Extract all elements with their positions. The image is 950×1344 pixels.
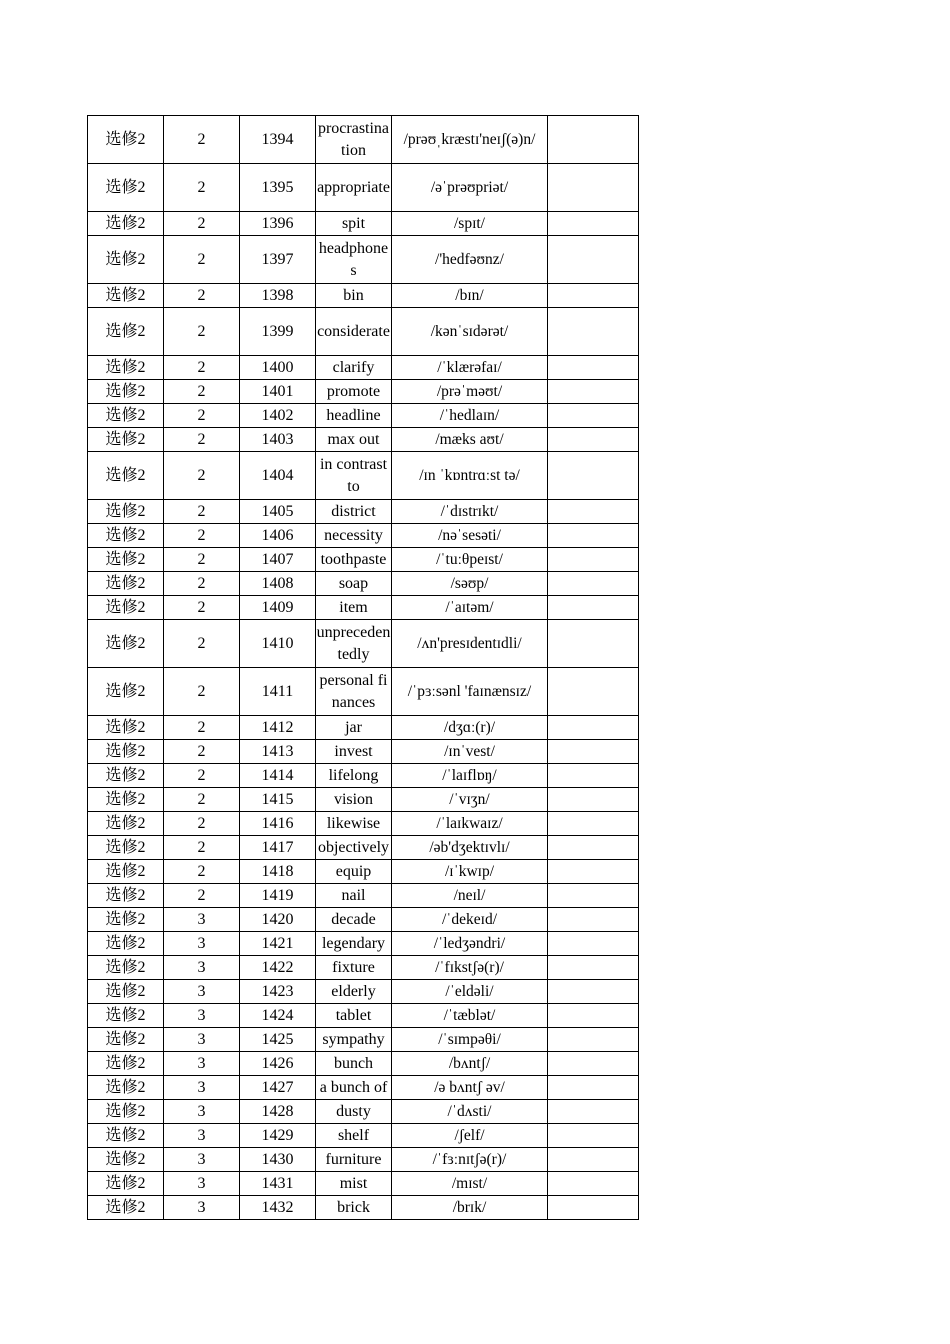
empty-cell (548, 1100, 639, 1124)
number-cell: 1407 (240, 548, 316, 572)
phonetic-cell: /nəˈsesəti/ (392, 524, 548, 548)
table-row (88, 524, 639, 548)
book-cell: 选修2 (88, 524, 164, 548)
number-cell: 1423 (240, 980, 316, 1004)
empty-cell (548, 980, 639, 1004)
phonetic-cell: /ˈtuːθpeɪst/ (392, 548, 548, 572)
phonetic-cell: /prəˈməʊt/ (392, 380, 548, 404)
empty-cell (548, 1052, 639, 1076)
phonetic-cell: /ˈvɪʒn/ (392, 788, 548, 812)
book-cell: 选修2 (88, 836, 164, 860)
phonetic-cell: /bɪn/ (392, 284, 548, 308)
unit-cell: 2 (164, 716, 240, 740)
empty-cell (548, 932, 639, 956)
book-cell: 选修2 (88, 1148, 164, 1172)
table-row (88, 452, 639, 500)
number-cell: 1420 (240, 908, 316, 932)
number-cell: 1422 (240, 956, 316, 980)
table-row (88, 356, 639, 380)
unit-cell: 2 (164, 884, 240, 908)
empty-cell (548, 740, 639, 764)
book-cell: 选修2 (88, 596, 164, 620)
phonetic-cell: /ˈsɪmpəθi/ (392, 1028, 548, 1052)
table-row (88, 428, 639, 452)
word-cell: clarify (316, 356, 392, 380)
number-cell: 1408 (240, 572, 316, 596)
phonetic-cell: /əˈprəʊpriət/ (392, 164, 548, 212)
empty-cell (548, 1148, 639, 1172)
number-cell: 1403 (240, 428, 316, 452)
phonetic-cell: /ə bʌntʃ əv/ (392, 1076, 548, 1100)
word-cell: lifelong (316, 764, 392, 788)
book-cell: 选修2 (88, 452, 164, 500)
word-cell: tablet (316, 1004, 392, 1028)
word-cell: spit (316, 212, 392, 236)
phonetic-cell: /prəʊˌkræstɪ'neɪʃ(ə)n/ (392, 116, 548, 164)
empty-cell (548, 956, 639, 980)
table-row (88, 1100, 639, 1124)
phonetic-cell: /kənˈsɪdərət/ (392, 308, 548, 356)
table-row (88, 308, 639, 356)
table-row (88, 836, 639, 860)
word-cell: elderly (316, 980, 392, 1004)
number-cell: 1426 (240, 1052, 316, 1076)
word-cell: nail (316, 884, 392, 908)
word-cell: headphones (316, 236, 392, 284)
word-cell: vision (316, 788, 392, 812)
empty-cell (548, 428, 639, 452)
phonetic-cell: /ˈlaɪkwaɪz/ (392, 812, 548, 836)
word-cell: fixture (316, 956, 392, 980)
book-cell: 选修2 (88, 668, 164, 716)
unit-cell: 2 (164, 284, 240, 308)
table-row (88, 764, 639, 788)
word-cell: bin (316, 284, 392, 308)
empty-cell (548, 524, 639, 548)
word-cell: mist (316, 1172, 392, 1196)
phonetic-cell: /ʃelf/ (392, 1124, 548, 1148)
phonetic-cell: /ˈledʒəndri/ (392, 932, 548, 956)
unit-cell: 2 (164, 860, 240, 884)
unit-cell: 3 (164, 1052, 240, 1076)
phonetic-cell: /ˈpɜːsənl 'faɪnænsɪz/ (392, 668, 548, 716)
unit-cell: 2 (164, 740, 240, 764)
word-cell: likewise (316, 812, 392, 836)
phonetic-cell: /ˈaɪtəm/ (392, 596, 548, 620)
word-cell: dusty (316, 1100, 392, 1124)
book-cell: 选修2 (88, 884, 164, 908)
unit-cell: 2 (164, 308, 240, 356)
phonetic-cell: /dʒɑː(r)/ (392, 716, 548, 740)
unit-cell: 2 (164, 164, 240, 212)
unit-cell: 2 (164, 356, 240, 380)
table-row (88, 1004, 639, 1028)
number-cell: 1401 (240, 380, 316, 404)
phonetic-cell: /əb'dʒektɪvlɪ/ (392, 836, 548, 860)
number-cell: 1409 (240, 596, 316, 620)
phonetic-cell: /ɪˈkwɪp/ (392, 860, 548, 884)
empty-cell (548, 1172, 639, 1196)
table-row (88, 884, 639, 908)
table-row (88, 380, 639, 404)
unit-cell: 3 (164, 1004, 240, 1028)
table-row (88, 212, 639, 236)
empty-cell (548, 572, 639, 596)
number-cell: 1413 (240, 740, 316, 764)
unit-cell: 3 (164, 908, 240, 932)
unit-cell: 2 (164, 524, 240, 548)
empty-cell (548, 1196, 639, 1220)
table-row (88, 1148, 639, 1172)
book-cell: 选修2 (88, 980, 164, 1004)
number-cell: 1397 (240, 236, 316, 284)
number-cell: 1398 (240, 284, 316, 308)
empty-cell (548, 716, 639, 740)
word-cell: jar (316, 716, 392, 740)
number-cell: 1421 (240, 932, 316, 956)
phonetic-cell: /spɪt/ (392, 212, 548, 236)
word-cell: bunch (316, 1052, 392, 1076)
unit-cell: 2 (164, 620, 240, 668)
empty-cell (548, 116, 639, 164)
number-cell: 1411 (240, 668, 316, 716)
number-cell: 1429 (240, 1124, 316, 1148)
word-cell: toothpaste (316, 548, 392, 572)
word-cell: promote (316, 380, 392, 404)
phonetic-cell: /ˈklærəfaɪ/ (392, 356, 548, 380)
empty-cell (548, 620, 639, 668)
book-cell: 选修2 (88, 908, 164, 932)
book-cell: 选修2 (88, 236, 164, 284)
unit-cell: 2 (164, 236, 240, 284)
number-cell: 1404 (240, 452, 316, 500)
phonetic-cell: /ˈdʌsti/ (392, 1100, 548, 1124)
empty-cell (548, 380, 639, 404)
word-cell: equip (316, 860, 392, 884)
phonetic-cell: /bʌntʃ/ (392, 1052, 548, 1076)
number-cell: 1432 (240, 1196, 316, 1220)
table-row (88, 164, 639, 212)
number-cell: 1414 (240, 764, 316, 788)
number-cell: 1395 (240, 164, 316, 212)
book-cell: 选修2 (88, 284, 164, 308)
book-cell: 选修2 (88, 116, 164, 164)
table-row (88, 1196, 639, 1220)
book-cell: 选修2 (88, 620, 164, 668)
unit-cell: 2 (164, 836, 240, 860)
unit-cell: 2 (164, 212, 240, 236)
empty-cell (548, 236, 639, 284)
empty-cell (548, 548, 639, 572)
number-cell: 1399 (240, 308, 316, 356)
number-cell: 1428 (240, 1100, 316, 1124)
word-cell: a bunch of (316, 1076, 392, 1100)
word-cell: furniture (316, 1148, 392, 1172)
word-cell: invest (316, 740, 392, 764)
book-cell: 选修2 (88, 1004, 164, 1028)
word-cell: appropriate (316, 164, 392, 212)
table-row (88, 812, 639, 836)
unit-cell: 2 (164, 452, 240, 500)
phonetic-cell: /ˈlaɪflɒŋ/ (392, 764, 548, 788)
book-cell: 选修2 (88, 308, 164, 356)
number-cell: 1424 (240, 1004, 316, 1028)
table-row (88, 932, 639, 956)
phonetic-cell: /ˈdekeɪd/ (392, 908, 548, 932)
number-cell: 1400 (240, 356, 316, 380)
book-cell: 选修2 (88, 860, 164, 884)
unit-cell: 3 (164, 1100, 240, 1124)
word-cell: objectively (316, 836, 392, 860)
empty-cell (548, 1004, 639, 1028)
word-cell: decade (316, 908, 392, 932)
book-cell: 选修2 (88, 932, 164, 956)
unit-cell: 3 (164, 1148, 240, 1172)
book-cell: 选修2 (88, 1052, 164, 1076)
phonetic-cell: /ˈfɪkstʃə(r)/ (392, 956, 548, 980)
phonetic-cell: /ˈhedlaɪn/ (392, 404, 548, 428)
book-cell: 选修2 (88, 788, 164, 812)
word-cell: district (316, 500, 392, 524)
unit-cell: 2 (164, 548, 240, 572)
word-cell: necessity (316, 524, 392, 548)
table-row (88, 1052, 639, 1076)
unit-cell: 2 (164, 812, 240, 836)
word-cell: personal finances (316, 668, 392, 716)
number-cell: 1427 (240, 1076, 316, 1100)
phonetic-cell: /ʌn'presɪdentɪdli/ (392, 620, 548, 668)
word-cell: headline (316, 404, 392, 428)
table-row (88, 1076, 639, 1100)
book-cell: 选修2 (88, 1028, 164, 1052)
empty-cell (548, 1124, 639, 1148)
number-cell: 1417 (240, 836, 316, 860)
book-cell: 选修2 (88, 428, 164, 452)
unit-cell: 2 (164, 572, 240, 596)
unit-cell: 2 (164, 404, 240, 428)
phonetic-cell: /'hedfəʊnz/ (392, 236, 548, 284)
phonetic-cell: /ɪn ˈkɒntrɑːst tə/ (392, 452, 548, 500)
table-row (88, 788, 639, 812)
unit-cell: 3 (164, 956, 240, 980)
phonetic-cell: /ˈtæblət/ (392, 1004, 548, 1028)
empty-cell (548, 404, 639, 428)
number-cell: 1415 (240, 788, 316, 812)
word-cell: soap (316, 572, 392, 596)
book-cell: 选修2 (88, 956, 164, 980)
unit-cell: 3 (164, 1124, 240, 1148)
vocabulary-table-body (88, 116, 639, 1220)
number-cell: 1412 (240, 716, 316, 740)
unit-cell: 3 (164, 1076, 240, 1100)
empty-cell (548, 812, 639, 836)
unit-cell: 2 (164, 500, 240, 524)
empty-cell (548, 860, 639, 884)
unit-cell: 2 (164, 380, 240, 404)
number-cell: 1419 (240, 884, 316, 908)
table-row (88, 116, 639, 164)
number-cell: 1425 (240, 1028, 316, 1052)
unit-cell: 2 (164, 116, 240, 164)
unit-cell: 3 (164, 1028, 240, 1052)
empty-cell (548, 356, 639, 380)
word-cell: considerate (316, 308, 392, 356)
phonetic-cell: /ˈeldəli/ (392, 980, 548, 1004)
vocabulary-table (87, 115, 639, 1220)
table-row (88, 596, 639, 620)
table-row (88, 956, 639, 980)
number-cell: 1394 (240, 116, 316, 164)
empty-cell (548, 764, 639, 788)
word-cell: item (316, 596, 392, 620)
empty-cell (548, 668, 639, 716)
table-row (88, 1028, 639, 1052)
word-cell: procrastination (316, 116, 392, 164)
phonetic-cell: /səʊp/ (392, 572, 548, 596)
empty-cell (548, 164, 639, 212)
number-cell: 1418 (240, 860, 316, 884)
phonetic-cell: /neɪl/ (392, 884, 548, 908)
word-cell: max out (316, 428, 392, 452)
table-row (88, 572, 639, 596)
book-cell: 选修2 (88, 572, 164, 596)
table-row (88, 740, 639, 764)
book-cell: 选修2 (88, 1172, 164, 1196)
book-cell: 选修2 (88, 764, 164, 788)
empty-cell (548, 884, 639, 908)
number-cell: 1416 (240, 812, 316, 836)
phonetic-cell: /ˈdɪstrɪkt/ (392, 500, 548, 524)
empty-cell (548, 284, 639, 308)
book-cell: 选修2 (88, 812, 164, 836)
empty-cell (548, 452, 639, 500)
empty-cell (548, 212, 639, 236)
book-cell: 选修2 (88, 164, 164, 212)
book-cell: 选修2 (88, 212, 164, 236)
unit-cell: 3 (164, 1172, 240, 1196)
book-cell: 选修2 (88, 1100, 164, 1124)
word-cell: unprecedentedly (316, 620, 392, 668)
unit-cell: 2 (164, 788, 240, 812)
number-cell: 1431 (240, 1172, 316, 1196)
book-cell: 选修2 (88, 380, 164, 404)
book-cell: 选修2 (88, 1196, 164, 1220)
empty-cell (548, 1076, 639, 1100)
number-cell: 1406 (240, 524, 316, 548)
empty-cell (548, 788, 639, 812)
table-row (88, 404, 639, 428)
table-row (88, 908, 639, 932)
unit-cell: 2 (164, 764, 240, 788)
book-cell: 选修2 (88, 404, 164, 428)
table-row (88, 1124, 639, 1148)
number-cell: 1405 (240, 500, 316, 524)
table-row (88, 716, 639, 740)
book-cell: 选修2 (88, 716, 164, 740)
phonetic-cell: /ɪnˈvest/ (392, 740, 548, 764)
table-row (88, 548, 639, 572)
number-cell: 1402 (240, 404, 316, 428)
table-row (88, 860, 639, 884)
number-cell: 1396 (240, 212, 316, 236)
phonetic-cell: /mɪst/ (392, 1172, 548, 1196)
phonetic-cell: /mæks aʊt/ (392, 428, 548, 452)
book-cell: 选修2 (88, 500, 164, 524)
empty-cell (548, 308, 639, 356)
word-cell: brick (316, 1196, 392, 1220)
book-cell: 选修2 (88, 356, 164, 380)
book-cell: 选修2 (88, 1124, 164, 1148)
phonetic-cell: /ˈfɜːnɪtʃə(r)/ (392, 1148, 548, 1172)
empty-cell (548, 1028, 639, 1052)
empty-cell (548, 908, 639, 932)
table-row (88, 500, 639, 524)
table-row (88, 1172, 639, 1196)
word-cell: sympathy (316, 1028, 392, 1052)
empty-cell (548, 836, 639, 860)
book-cell: 选修2 (88, 1076, 164, 1100)
unit-cell: 3 (164, 980, 240, 1004)
number-cell: 1410 (240, 620, 316, 668)
unit-cell: 2 (164, 428, 240, 452)
empty-cell (548, 596, 639, 620)
empty-cell (548, 500, 639, 524)
word-cell: legendary (316, 932, 392, 956)
unit-cell: 3 (164, 1196, 240, 1220)
phonetic-cell: /brɪk/ (392, 1196, 548, 1220)
book-cell: 选修2 (88, 740, 164, 764)
table-row (88, 668, 639, 716)
unit-cell: 3 (164, 932, 240, 956)
number-cell: 1430 (240, 1148, 316, 1172)
unit-cell: 2 (164, 668, 240, 716)
table-row (88, 980, 639, 1004)
table-row (88, 620, 639, 668)
word-cell: shelf (316, 1124, 392, 1148)
table-row (88, 236, 639, 284)
table-row (88, 284, 639, 308)
unit-cell: 2 (164, 596, 240, 620)
word-cell: in contrast to (316, 452, 392, 500)
book-cell: 选修2 (88, 548, 164, 572)
